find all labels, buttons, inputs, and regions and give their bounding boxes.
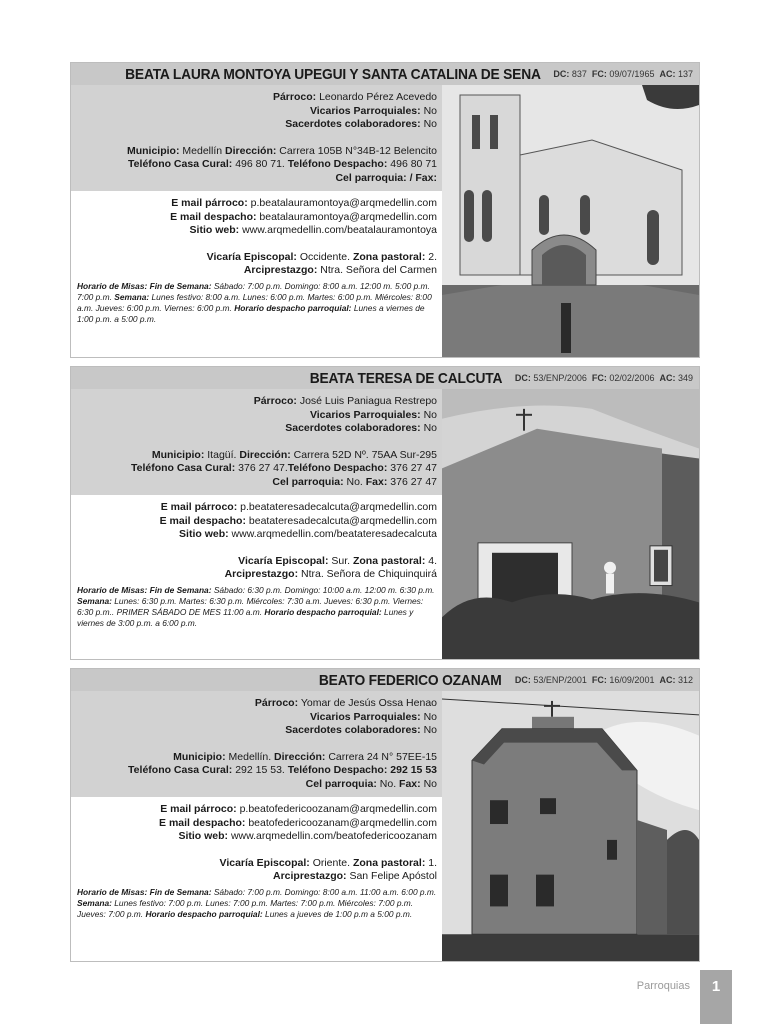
- sitio-web-link[interactable]: www.arqmedellin.com/beatalauramontoya: [242, 224, 437, 236]
- parroco-line: Párroco: Yomar de Jesús Ossa Henao: [254, 697, 437, 709]
- mass-schedule: Horario de Misas: Fin de Semana: Sábado: 7:00 p.m. Domingo: 8:00 a.m. 12:00 m. 5:00 p.m. 7:00 p.m. Semana: Lunes festivo: 8:00 a.m. Lunes: 6:00 p.m. Martes: 6:00 p.m. Miércoles: 8:00 a.m. Jueves: 6:00 p.m. Viernes: 6:00 p.m. Horario despacho parroquial: Lunes a viernes de 1:00 p.m. a 5:00 p.m.: [77, 280, 432, 325]
- vicarios-line: Vicarios Parroquiales: No: [309, 710, 437, 723]
- sitio-web-link[interactable]: www.arqmedellin.com/beatateresadecalcuta: [231, 528, 437, 540]
- online-block: [71, 191, 443, 329]
- ac-meta: AC: 312: [659, 675, 693, 685]
- arciprestazgo-line: Arciprestazgo: Ntra. Señora de Chiquinquirá: [224, 568, 437, 580]
- email-despacho-link[interactable]: beatofedericoozanam@arqmedellin.com: [248, 816, 437, 829]
- parish-title-bar: [71, 669, 699, 691]
- sitio-web-line: Sitio web: www.arqmedellin.com/beatateresadecalcuta: [179, 528, 437, 540]
- ac-meta: AC: 137: [659, 69, 693, 79]
- church-photo: [442, 85, 699, 357]
- footer-section-label: Parroquias: [636, 980, 690, 992]
- dc-meta: DC: 53/ENP/2006: [514, 373, 587, 383]
- church-photo: [442, 389, 699, 659]
- municipio-line: Municipio: Medellín. Dirección: Carrera 24 N° 57EE-15: [173, 750, 437, 763]
- cel-fax-line: Cel parroquia: No. Fax: No: [305, 777, 437, 790]
- arciprestazgo-line: Arciprestazgo: Ntra. Señora del Carmen: [243, 264, 437, 276]
- parish-entry: [70, 668, 700, 962]
- sitio-web-link[interactable]: www.arqmedellin.com/beatofedericoozanam: [230, 830, 437, 842]
- parish-entry: [70, 62, 700, 358]
- telefono-line: Teléfono Casa Cural: 376 27 47.Teléfono Despacho: 376 27 47: [130, 462, 437, 474]
- mass-schedule: Horario de Misas: Fin de Semana: Sábado: 6:30 p.m. Domingo: 10:00 a.m. 12:00 m. 6:30 p.m. Semana: Lunes: 6:30 p.m. Martes: 6:30 p.m. Miércoles: 7:30 a.m. Jueves: 6:30 p.m. Viernes: 6:30 p.m.. PRIMER SÁBADO DE MES 11:00 a.m. Horario despacho parroquial: Lunes y viernes de 3:00 p.m. a 6:00 p.m.: [77, 584, 435, 629]
- vicarios-line: Vicarios Parroquiales: No: [309, 408, 437, 421]
- parish-entry: [70, 366, 700, 660]
- contact-block: [71, 85, 443, 191]
- fc-meta: FC: 09/07/1965: [591, 69, 655, 79]
- parroco-line: Párroco: Leonardo Pérez Acevedo: [272, 91, 437, 103]
- vicaria-line: Vicaría Episcopal: Sur. Zona pastoral: 4.: [238, 554, 437, 567]
- ac-meta: AC: 349: [659, 373, 693, 383]
- email-despacho-link[interactable]: beatalauramontoya@arqmedellin.com: [259, 210, 437, 223]
- email-parroco-link[interactable]: p.beatofedericoozanam@arqmedellin.com: [239, 803, 437, 815]
- vicarios-line: Vicarios Parroquiales: No: [309, 104, 437, 117]
- online-block: [71, 495, 443, 633]
- email-despacho-link[interactable]: beatateresadecalcuta@arqmedellin.com: [248, 514, 437, 527]
- email-parroco-line: E mail párroco: p.beatofedericoozanam@arqmedellin.com: [160, 803, 437, 815]
- mass-schedule: Horario de Misas: Fin de Semana: Sábado: 7:00 p.m. Domingo: 8:00 a.m. 11:00 a.m. 6:00 p.m. Semana: Lunes festivo: 7:00 p.m. Lunes: 7:00 p.m. Martes: 7:00 p.m. Miércoles: 7:00 p.m. Jueves: 7:00 p.m. Horario despacho parroquial: Lunes a jueves de 1:00 p.m a 5:00 p.m.: [77, 886, 437, 919]
- email-parroco-line: E mail párroco: p.beatalauramontoya@arqmedellin.com: [171, 197, 437, 209]
- dc-meta: DC: 837: [553, 69, 587, 79]
- parish-title: BEATA LAURA MONTOYA UPEGUI Y SANTA CATALINA DE SENA: [124, 65, 541, 83]
- email-despacho-line: E mail despacho: beatateresadecalcuta@arqmedellin.com: [159, 514, 437, 527]
- cel-fax-line: Cel parroquia: / Fax:: [335, 171, 437, 184]
- email-parroco-link[interactable]: p.beatateresadecalcuta@arqmedellin.com: [240, 501, 437, 513]
- page-number: 1: [700, 970, 732, 1024]
- fc-meta: FC: 16/09/2001: [591, 675, 655, 685]
- parish-title-bar: [71, 63, 699, 85]
- parroco-line: Párroco: José Luis Paniagua Restrepo: [253, 395, 437, 407]
- parish-title-bar: [71, 367, 699, 389]
- church-photo: [442, 691, 699, 961]
- telefono-line: Teléfono Casa Cural: 496 80 71. Teléfono Despacho: 496 80 71: [128, 158, 437, 170]
- contact-block: [71, 389, 443, 495]
- sitio-web-line: Sitio web: www.arqmedellin.com/beatofedericoozanam: [178, 830, 437, 842]
- online-block: [71, 797, 443, 924]
- telefono-line: Teléfono Casa Cural: 292 15 53. Teléfono Despacho: 292 15 53: [128, 764, 437, 776]
- sacerdotes-line: Sacerdotes colaboradores: No: [285, 724, 437, 736]
- email-despacho-line: E mail despacho: beatofedericoozanam@arqmedellin.com: [159, 816, 437, 829]
- cel-fax-line: Cel parroquia: No. Fax: 376 27 47: [272, 475, 437, 488]
- arciprestazgo-line: Arciprestazgo: San Felipe Apóstol: [273, 870, 437, 882]
- parish-title: BEATO FEDERICO OZANAM: [319, 671, 502, 689]
- vicaria-line: Vicaría Episcopal: Occidente. Zona pastoral: 2.: [206, 250, 437, 263]
- sitio-web-line: Sitio web: www.arqmedellin.com/beatalauramontoya: [189, 224, 437, 236]
- municipio-line: Municipio: Itagüí. Dirección: Carrera 52D Nº. 75AA Sur-295: [151, 448, 437, 461]
- parish-title: BEATA TERESA DE CALCUTA: [309, 369, 502, 387]
- email-despacho-line: E mail despacho: beatalauramontoya@arqmedellin.com: [170, 210, 437, 223]
- municipio-line: Municipio: Medellín Dirección: Carrera 105B N°34B-12 Belencito: [126, 144, 437, 157]
- email-parroco-line: E mail párroco: p.beatateresadecalcuta@arqmedellin.com: [160, 501, 437, 513]
- fc-meta: FC: 02/02/2006: [591, 373, 655, 383]
- sacerdotes-line: Sacerdotes colaboradores: No: [285, 422, 437, 434]
- email-parroco-link[interactable]: p.beatalauramontoya@arqmedellin.com: [250, 197, 437, 209]
- sacerdotes-line: Sacerdotes colaboradores: No: [285, 118, 437, 130]
- dc-meta: DC: 53/ENP/2001: [514, 675, 587, 685]
- vicaria-line: Vicaría Episcopal: Oriente. Zona pastoral: 1.: [219, 856, 437, 869]
- contact-block: [71, 691, 443, 797]
